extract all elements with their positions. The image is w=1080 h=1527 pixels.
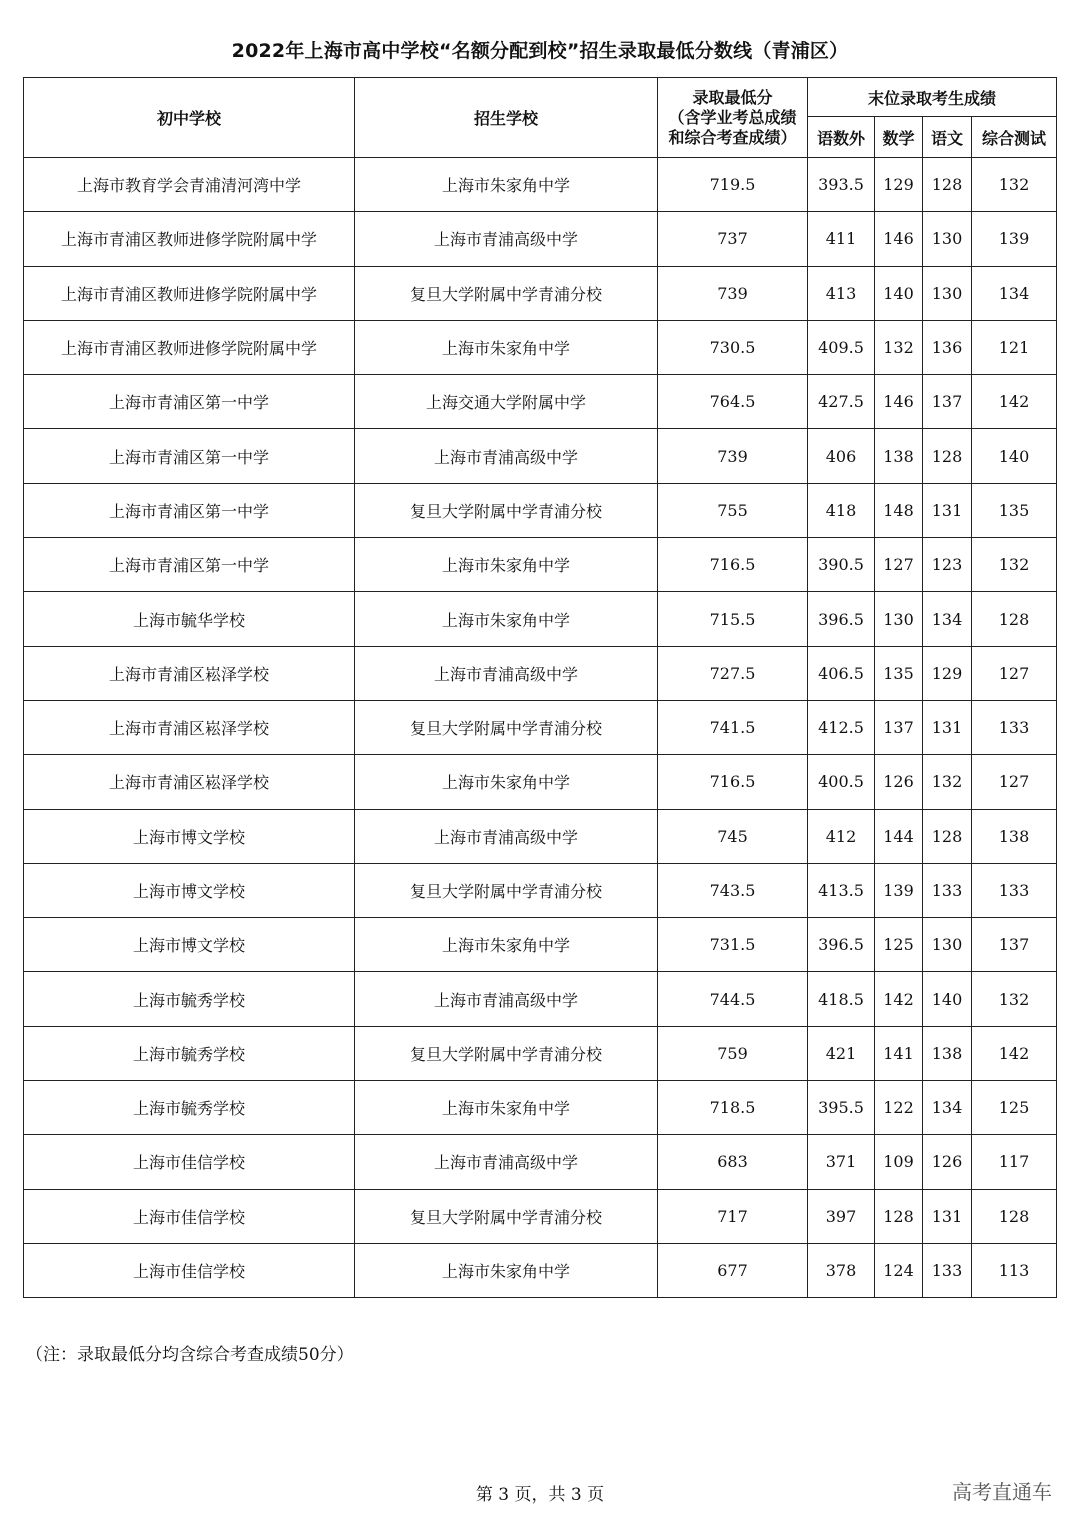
cell-math: 146 (875, 212, 923, 266)
cell-min-score: 737 (658, 212, 808, 266)
cell-min-score: 764.5 (658, 375, 808, 429)
cell-admit-school: 上海市青浦高级中学 (355, 809, 658, 863)
cell-yuwenwai: 418 (808, 483, 875, 537)
cell-comprehensive: 135 (972, 483, 1057, 537)
cell-junior-school: 上海市青浦区崧泽学校 (24, 646, 355, 700)
table-row (24, 755, 1057, 809)
table-row (24, 483, 1057, 537)
table-row (24, 809, 1057, 863)
cell-junior-school: 上海市毓秀学校 (24, 1081, 355, 1135)
cell-junior-school: 上海市毓秀学校 (24, 972, 355, 1026)
cell-comprehensive: 117 (972, 1135, 1057, 1189)
cell-comprehensive: 139 (972, 212, 1057, 266)
col-header-junior-school: 初中学校 (24, 78, 355, 158)
cell-chinese: 130 (923, 266, 972, 320)
cell-yuwenwai: 413.5 (808, 863, 875, 917)
table-row (24, 700, 1057, 754)
cell-chinese: 128 (923, 158, 972, 212)
cell-yuwenwai: 421 (808, 1026, 875, 1080)
col-header-min-score (658, 78, 808, 158)
cell-math: 146 (875, 375, 923, 429)
cell-math: 124 (875, 1243, 923, 1297)
cell-admit-school: 上海市朱家角中学 (355, 1243, 658, 1297)
table-row (24, 592, 1057, 646)
cell-comprehensive: 127 (972, 755, 1057, 809)
cell-chinese: 133 (923, 1243, 972, 1297)
cell-min-score: 743.5 (658, 863, 808, 917)
cell-junior-school: 上海市佳信学校 (24, 1135, 355, 1189)
cell-yuwenwai: 413 (808, 266, 875, 320)
cell-yuwenwai: 371 (808, 1135, 875, 1189)
cell-yuwenwai: 418.5 (808, 972, 875, 1026)
cell-yuwenwai: 397 (808, 1189, 875, 1243)
cell-math: 137 (875, 700, 923, 754)
cell-comprehensive: 121 (972, 320, 1057, 374)
cell-math: 128 (875, 1189, 923, 1243)
cell-yuwenwai: 427.5 (808, 375, 875, 429)
cell-admit-school: 上海市朱家角中学 (355, 918, 658, 972)
cell-min-score: 716.5 (658, 538, 808, 592)
table-row (24, 1189, 1057, 1243)
cell-junior-school: 上海市博文学校 (24, 809, 355, 863)
cell-admit-school: 上海市青浦高级中学 (355, 1135, 658, 1189)
cell-yuwenwai: 406 (808, 429, 875, 483)
cell-math: 132 (875, 320, 923, 374)
footnote: （注：录取最低分均含综合考查成绩50分） (26, 1345, 354, 1365)
admission-table (23, 77, 1057, 1298)
cell-admit-school: 上海市朱家角中学 (355, 158, 658, 212)
table-row (24, 1026, 1057, 1080)
table-row (24, 646, 1057, 700)
cell-math: 135 (875, 646, 923, 700)
cell-admit-school: 上海市青浦高级中学 (355, 972, 658, 1026)
cell-junior-school: 上海市毓华学校 (24, 592, 355, 646)
cell-math: 129 (875, 158, 923, 212)
cell-math: 140 (875, 266, 923, 320)
cell-comprehensive: 127 (972, 646, 1057, 700)
cell-chinese: 134 (923, 1081, 972, 1135)
cell-comprehensive: 125 (972, 1081, 1057, 1135)
cell-admit-school: 上海市青浦高级中学 (355, 212, 658, 266)
cell-chinese: 137 (923, 375, 972, 429)
cell-yuwenwai: 412.5 (808, 700, 875, 754)
min-score-note: （含学业考总成绩和综合考查成绩） (668, 107, 797, 147)
cell-junior-school: 上海市青浦区教师进修学院附属中学 (24, 212, 355, 266)
cell-min-score: 677 (658, 1243, 808, 1297)
cell-yuwenwai: 396.5 (808, 592, 875, 646)
cell-math: 144 (875, 809, 923, 863)
cell-chinese: 131 (923, 483, 972, 537)
table-body (24, 158, 1057, 1298)
cell-chinese: 133 (923, 863, 972, 917)
cell-chinese: 131 (923, 1189, 972, 1243)
cell-comprehensive: 140 (972, 429, 1057, 483)
cell-chinese: 132 (923, 755, 972, 809)
cell-min-score: 730.5 (658, 320, 808, 374)
cell-yuwenwai: 378 (808, 1243, 875, 1297)
cell-min-score: 739 (658, 429, 808, 483)
cell-yuwenwai: 400.5 (808, 755, 875, 809)
cell-min-score: 683 (658, 1135, 808, 1189)
cell-comprehensive: 128 (972, 1189, 1057, 1243)
cell-min-score: 715.5 (658, 592, 808, 646)
cell-min-score: 741.5 (658, 700, 808, 754)
cell-junior-school: 上海市青浦区崧泽学校 (24, 755, 355, 809)
cell-yuwenwai: 412 (808, 809, 875, 863)
cell-junior-school: 上海市青浦区第一中学 (24, 429, 355, 483)
cell-math: 109 (875, 1135, 923, 1189)
cell-comprehensive: 133 (972, 700, 1057, 754)
cell-admit-school: 上海市朱家角中学 (355, 592, 658, 646)
cell-junior-school: 上海市青浦区第一中学 (24, 375, 355, 429)
cell-math: 141 (875, 1026, 923, 1080)
cell-admit-school: 上海市青浦高级中学 (355, 646, 658, 700)
cell-min-score: 727.5 (658, 646, 808, 700)
cell-junior-school: 上海市青浦区崧泽学校 (24, 700, 355, 754)
cell-math: 125 (875, 918, 923, 972)
table-row (24, 212, 1057, 266)
cell-math: 130 (875, 592, 923, 646)
cell-admit-school: 复旦大学附属中学青浦分校 (355, 266, 658, 320)
cell-min-score: 739 (658, 266, 808, 320)
cell-math: 142 (875, 972, 923, 1026)
table-row (24, 972, 1057, 1026)
col-header-comprehensive: 综合测试 (972, 117, 1057, 158)
cell-comprehensive: 138 (972, 809, 1057, 863)
header-row-top (24, 78, 1057, 117)
cell-yuwenwai: 411 (808, 212, 875, 266)
cell-math: 122 (875, 1081, 923, 1135)
cell-min-score: 759 (658, 1026, 808, 1080)
watermark: 高考直通车 (952, 1480, 1052, 1504)
cell-chinese: 126 (923, 1135, 972, 1189)
cell-min-score: 717 (658, 1189, 808, 1243)
cell-comprehensive: 132 (972, 972, 1057, 1026)
cell-junior-school: 上海市青浦区教师进修学院附属中学 (24, 266, 355, 320)
cell-junior-school: 上海市博文学校 (24, 863, 355, 917)
cell-comprehensive: 132 (972, 158, 1057, 212)
cell-admit-school: 复旦大学附属中学青浦分校 (355, 700, 658, 754)
cell-chinese: 129 (923, 646, 972, 700)
cell-chinese: 130 (923, 918, 972, 972)
min-score-label: 录取最低分 (692, 87, 773, 107)
cell-chinese: 130 (923, 212, 972, 266)
table-row (24, 429, 1057, 483)
cell-junior-school: 上海市青浦区第一中学 (24, 483, 355, 537)
page-number: 第 3 页，共 3 页 (475, 1485, 605, 1505)
cell-comprehensive: 128 (972, 592, 1057, 646)
col-header-math: 数学 (875, 117, 923, 158)
table-row (24, 918, 1057, 972)
cell-chinese: 140 (923, 972, 972, 1026)
cell-junior-school: 上海市佳信学校 (24, 1243, 355, 1297)
cell-yuwenwai: 395.5 (808, 1081, 875, 1135)
cell-min-score: 745 (658, 809, 808, 863)
cell-junior-school: 上海市青浦区第一中学 (24, 538, 355, 592)
cell-comprehensive: 142 (972, 1026, 1057, 1080)
cell-admit-school: 复旦大学附属中学青浦分校 (355, 863, 658, 917)
cell-yuwenwai: 406.5 (808, 646, 875, 700)
cell-yuwenwai: 396.5 (808, 918, 875, 972)
table-row (24, 158, 1057, 212)
cell-comprehensive: 132 (972, 538, 1057, 592)
cell-yuwenwai: 390.5 (808, 538, 875, 592)
cell-admit-school: 上海市朱家角中学 (355, 538, 658, 592)
cell-comprehensive: 137 (972, 918, 1057, 972)
table-row (24, 320, 1057, 374)
col-header-chinese: 语文 (923, 117, 972, 158)
table-row (24, 1135, 1057, 1189)
cell-min-score: 718.5 (658, 1081, 808, 1135)
cell-math: 127 (875, 538, 923, 592)
cell-yuwenwai: 393.5 (808, 158, 875, 212)
cell-chinese: 131 (923, 700, 972, 754)
table-row (24, 375, 1057, 429)
cell-chinese: 128 (923, 809, 972, 863)
cell-comprehensive: 142 (972, 375, 1057, 429)
cell-yuwenwai: 409.5 (808, 320, 875, 374)
cell-min-score: 755 (658, 483, 808, 537)
cell-math: 138 (875, 429, 923, 483)
col-header-yuwenwai: 语数外 (808, 117, 875, 158)
cell-admit-school: 上海交通大学附属中学 (355, 375, 658, 429)
cell-chinese: 123 (923, 538, 972, 592)
cell-junior-school: 上海市毓秀学校 (24, 1026, 355, 1080)
cell-min-score: 744.5 (658, 972, 808, 1026)
cell-comprehensive: 134 (972, 266, 1057, 320)
cell-math: 139 (875, 863, 923, 917)
table-row (24, 863, 1057, 917)
cell-math: 126 (875, 755, 923, 809)
table-row (24, 1081, 1057, 1135)
cell-admit-school: 上海市朱家角中学 (355, 755, 658, 809)
cell-math: 148 (875, 483, 923, 537)
cell-junior-school: 上海市佳信学校 (24, 1189, 355, 1243)
page-title: 2022年上海市高中学校“名额分配到校”招生录取最低分数线（青浦区） (231, 40, 849, 62)
cell-chinese: 128 (923, 429, 972, 483)
cell-comprehensive: 113 (972, 1243, 1057, 1297)
table-row (24, 538, 1057, 592)
col-header-admit-school: 招生学校 (355, 78, 658, 158)
cell-admit-school: 复旦大学附属中学青浦分校 (355, 1026, 658, 1080)
col-header-last-rank-group: 末位录取考生成绩 (808, 78, 1057, 117)
table-row (24, 266, 1057, 320)
cell-chinese: 138 (923, 1026, 972, 1080)
table-row (24, 1243, 1057, 1297)
cell-admit-school: 上海市朱家角中学 (355, 1081, 658, 1135)
cell-junior-school: 上海市博文学校 (24, 918, 355, 972)
cell-min-score: 719.5 (658, 158, 808, 212)
cell-comprehensive: 133 (972, 863, 1057, 917)
cell-chinese: 136 (923, 320, 972, 374)
cell-junior-school: 上海市青浦区教师进修学院附属中学 (24, 320, 355, 374)
cell-chinese: 134 (923, 592, 972, 646)
cell-min-score: 716.5 (658, 755, 808, 809)
cell-admit-school: 复旦大学附属中学青浦分校 (355, 483, 658, 537)
cell-admit-school: 复旦大学附属中学青浦分校 (355, 1189, 658, 1243)
cell-junior-school: 上海市教育学会青浦清河湾中学 (24, 158, 355, 212)
cell-min-score: 731.5 (658, 918, 808, 972)
cell-admit-school: 上海市朱家角中学 (355, 320, 658, 374)
cell-admit-school: 上海市青浦高级中学 (355, 429, 658, 483)
